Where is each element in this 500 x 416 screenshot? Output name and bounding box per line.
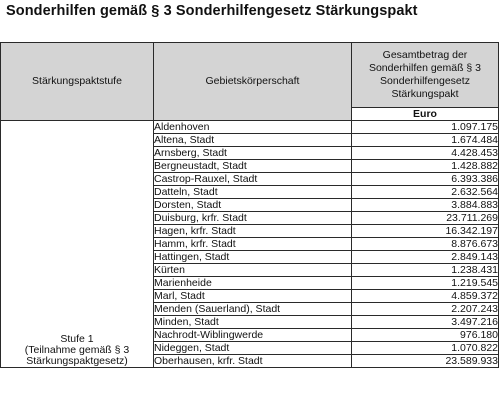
column-header-stage: Stärkungspaktstufe bbox=[1, 43, 154, 121]
amount-value: 16.342.197 bbox=[352, 225, 499, 238]
entity-name: Minden, Stadt bbox=[154, 316, 352, 329]
unit-label: Euro bbox=[352, 108, 499, 121]
entity-name: Hamm, krfr. Stadt bbox=[154, 238, 352, 251]
stage-label-line: (Teilnahme gemäß § 3 bbox=[24, 344, 130, 356]
entity-name: Marl, Stadt bbox=[154, 290, 352, 303]
entity-name: Arnsberg, Stadt bbox=[154, 147, 352, 160]
entity-name: Nideggen, Stadt bbox=[154, 342, 352, 355]
stage-cell bbox=[1, 121, 154, 368]
entity-name: Bergneustadt, Stadt bbox=[154, 160, 352, 173]
stage-label-line: Stärkungspaktgesetz) bbox=[26, 355, 128, 367]
entity-name: Nachrodt-Wiblingwerde bbox=[154, 329, 352, 342]
amount-value: 1.070.822 bbox=[352, 342, 499, 355]
amount-value: 4.859.372 bbox=[352, 290, 499, 303]
amount-value: 2.207.243 bbox=[352, 303, 499, 316]
amount-value: 23.589.933 bbox=[352, 355, 499, 368]
amount-value: 1.238.431 bbox=[352, 264, 499, 277]
amount-value: 3.884.883 bbox=[352, 199, 499, 212]
amount-header-line: Stärkungspakt bbox=[391, 88, 459, 100]
table-header bbox=[1, 43, 499, 121]
entity-name: Aldenhoven bbox=[154, 121, 352, 134]
page-title: Sonderhilfen gemäß § 3 Sonderhilfengesetz Stärkungspakt bbox=[6, 3, 418, 19]
amount-value: 23.711.269 bbox=[352, 212, 499, 225]
amount-value: 2.849.143 bbox=[352, 251, 499, 264]
amount-value: 1.674.484 bbox=[352, 134, 499, 147]
entity-name: Altena, Stadt bbox=[154, 134, 352, 147]
amount-value: 8.876.673 bbox=[352, 238, 499, 251]
amount-value: 1.097.175 bbox=[352, 121, 499, 134]
special-aid-table bbox=[0, 42, 499, 368]
entity-name: Dorsten, Stadt bbox=[154, 199, 352, 212]
entity-name: Datteln, Stadt bbox=[154, 186, 352, 199]
entity-name: Oberhausen, krfr. Stadt bbox=[154, 355, 352, 368]
entity-name: Kürten bbox=[154, 264, 352, 277]
entity-name: Marienheide bbox=[154, 277, 352, 290]
entity-name: Castrop-Rauxel, Stadt bbox=[154, 173, 352, 186]
header-row bbox=[1, 43, 499, 108]
table-row bbox=[1, 121, 499, 134]
amount-value: 976.180 bbox=[352, 329, 499, 342]
amount-value: 1.219.545 bbox=[352, 277, 499, 290]
amount-header-line: Sonderhilfengesetz bbox=[380, 75, 470, 87]
amount-value: 3.497.216 bbox=[352, 316, 499, 329]
entity-name: Duisburg, krfr. Stadt bbox=[154, 212, 352, 225]
entity-name: Hattingen, Stadt bbox=[154, 251, 352, 264]
amount-value: 4.428.453 bbox=[352, 147, 499, 160]
column-header-amount bbox=[352, 43, 499, 108]
entity-name: Hagen, krfr. Stadt bbox=[154, 225, 352, 238]
column-header-entity: Gebietskörperschaft bbox=[154, 43, 352, 121]
amount-header-line: Gesamtbetrag der bbox=[382, 49, 468, 61]
entity-name: Menden (Sauerland), Stadt bbox=[154, 303, 352, 316]
table-body bbox=[1, 121, 499, 368]
amount-value: 2.632.564 bbox=[352, 186, 499, 199]
stage-label-line: Stufe 1 bbox=[60, 333, 94, 345]
amount-value: 1.428.882 bbox=[352, 160, 499, 173]
amount-value: 6.393.386 bbox=[352, 173, 499, 186]
amount-header-line: Sonderhilfen gemäß § 3 bbox=[368, 62, 482, 74]
